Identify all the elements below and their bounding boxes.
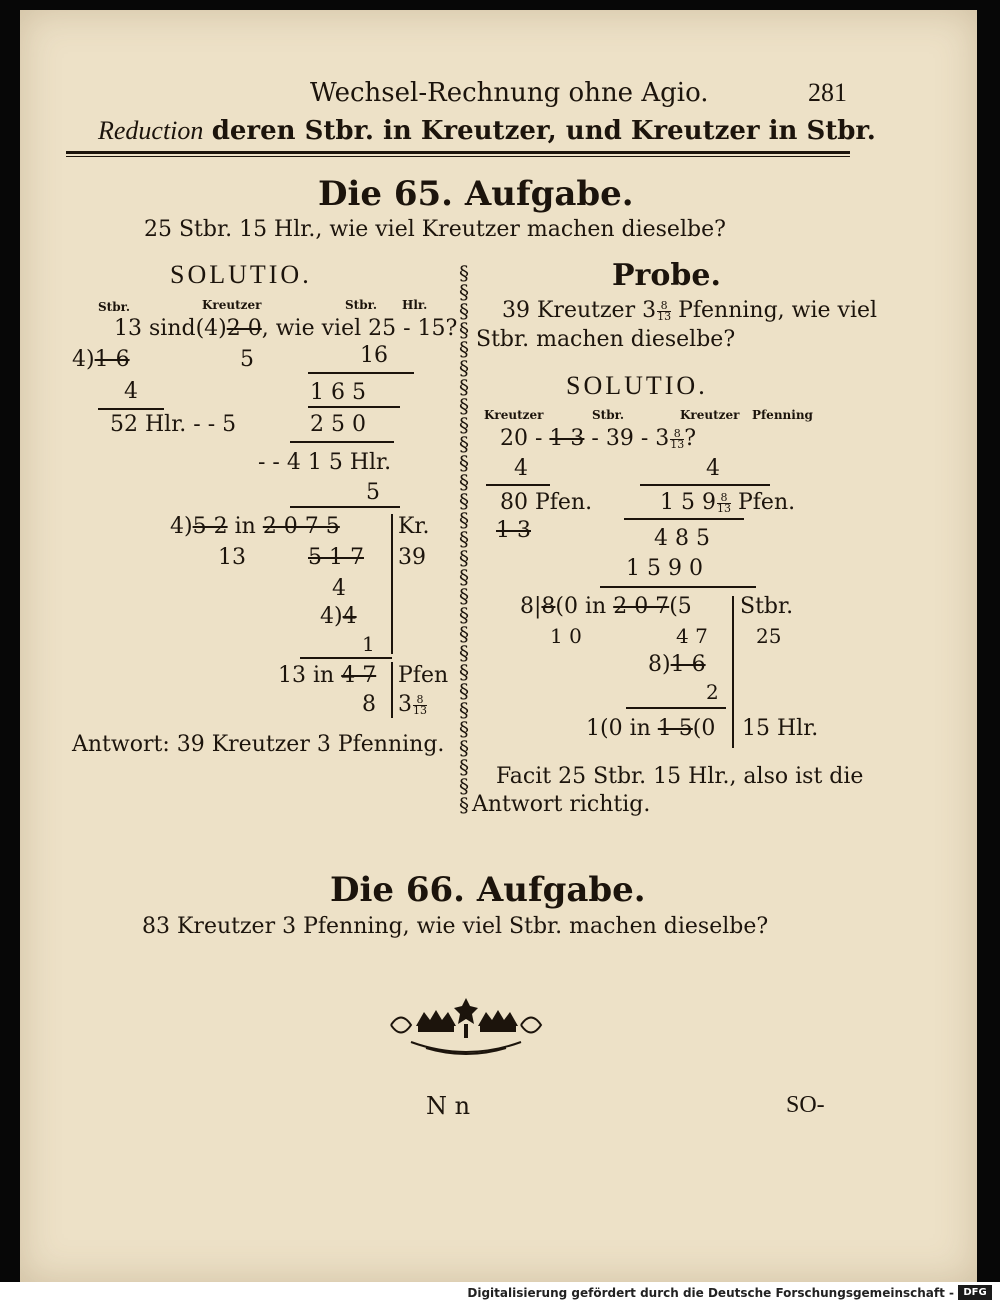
right-col-stbr: Stbr. bbox=[592, 408, 624, 422]
right-row-1-fraction bbox=[670, 426, 685, 451]
right-row-1-struck: 1 3 bbox=[549, 426, 585, 451]
left-col-kreutzer: Kreutzer bbox=[202, 298, 262, 312]
right-row-8c: 25 bbox=[756, 624, 782, 648]
left-row-10-div: 4) bbox=[320, 604, 343, 629]
right-row-3b bbox=[660, 490, 795, 515]
right-facit-line2: Antwort richtig. bbox=[472, 792, 651, 817]
left-row-10-struck: 4 bbox=[342, 604, 357, 629]
right-probe-heading: Probe. bbox=[612, 258, 721, 293]
book-page bbox=[20, 10, 977, 1282]
right-question-a: 39 Kreutzer 3 bbox=[502, 298, 657, 323]
left-row-1b: , wie viel 25 - 15? bbox=[261, 316, 458, 341]
problem-65-question: 25 Stbr. 15 Hlr., wie viel Kreutzer machen dieselbe? bbox=[144, 217, 726, 242]
left-row-7-struck2: 2 0 7 5 bbox=[262, 514, 340, 539]
right-row-7 bbox=[520, 594, 692, 619]
right-row-3-num: 8 bbox=[717, 493, 731, 504]
right-row-7-struck1: 8 bbox=[541, 594, 556, 619]
left-row-3b: 1 6 5 bbox=[310, 380, 366, 405]
left-row-7-in: in bbox=[234, 514, 256, 539]
left-row-13-num: 8 bbox=[413, 695, 427, 706]
left-row-13-int: 3 bbox=[398, 692, 412, 717]
right-row-3-den: 13 bbox=[716, 501, 731, 515]
right-vbar-1 bbox=[732, 596, 734, 748]
left-row-7c: Kr. bbox=[398, 514, 430, 539]
left-row-1 bbox=[114, 316, 457, 341]
subtitle-reduction: Reduction bbox=[98, 116, 204, 145]
left-row-8-struck: 5 1 7 bbox=[308, 545, 364, 570]
left-row-1a: 13 sind(4) bbox=[114, 316, 227, 341]
left-row-13-den: 13 bbox=[413, 703, 427, 717]
page-number: 281 bbox=[808, 78, 847, 107]
left-row-11: 1 bbox=[362, 632, 375, 656]
right-row-1a: 20 - bbox=[500, 426, 543, 451]
left-vbar-1 bbox=[391, 514, 393, 654]
right-row-11a: 1(0 in bbox=[586, 716, 651, 741]
right-question-b: Pfenning, wie viel bbox=[678, 298, 878, 323]
left-rule-4 bbox=[290, 441, 394, 443]
left-row-9: 4 bbox=[332, 576, 346, 601]
left-col-hlr: Hlr. bbox=[402, 298, 428, 312]
left-row-13a: 8 bbox=[362, 692, 376, 717]
right-row-3c: Pfen. bbox=[737, 490, 796, 515]
left-rule-3 bbox=[308, 406, 400, 408]
right-row-5: 4 8 5 bbox=[654, 526, 710, 551]
left-answer: Antwort: 39 Kreutzer 3 Pfenning. bbox=[72, 732, 445, 757]
header-rule bbox=[66, 151, 850, 154]
right-question-num: 8 bbox=[657, 301, 671, 312]
right-row-1c: ? bbox=[684, 426, 697, 451]
footer-text: Digitalisierung gefördert durch die Deutsche Forschungsgemeinschaft - bbox=[467, 1286, 954, 1300]
left-solutio-heading: SOLUTIO. bbox=[170, 260, 312, 289]
right-col-kreutzer2: Kreutzer bbox=[680, 408, 740, 422]
left-row-2a bbox=[72, 347, 130, 372]
right-row-9-struck: 1 6 bbox=[670, 652, 706, 677]
right-row-11 bbox=[586, 716, 715, 741]
left-rule-2 bbox=[98, 408, 164, 410]
left-row-8a: 13 bbox=[218, 545, 246, 570]
left-row-12b: Pfen bbox=[398, 663, 449, 688]
right-rule-1 bbox=[486, 484, 550, 486]
right-row-11b: (0 bbox=[692, 716, 716, 741]
right-row-8a: 1 0 bbox=[550, 624, 582, 648]
right-question-line1 bbox=[502, 298, 877, 323]
right-row-11c: 15 Hlr. bbox=[742, 716, 819, 741]
right-solutio-heading: SOLUTIO. bbox=[566, 371, 708, 400]
left-row-4a: 52 Hlr. - - 5 bbox=[110, 412, 237, 437]
catchword: SO- bbox=[786, 1092, 825, 1118]
right-row-7b: (0 in bbox=[555, 594, 607, 619]
right-row-11-struck: 1 5 bbox=[657, 716, 693, 741]
left-col-stbr2: Stbr. bbox=[345, 298, 377, 312]
left-row-10 bbox=[320, 604, 357, 629]
header-subtitle bbox=[98, 116, 876, 146]
right-row-4-struck: 1 3 bbox=[496, 518, 531, 543]
left-row-12-in: 13 in bbox=[278, 663, 335, 688]
left-row-12 bbox=[278, 663, 376, 688]
problem-66-question: 83 Kreutzer 3 Pfenning, wie viel Stbr. machen dieselbe? bbox=[142, 914, 769, 939]
left-row-2c: 16 bbox=[360, 343, 388, 368]
right-row-3-num-main: 1 5 9 bbox=[660, 490, 716, 515]
left-row-4b: 2 5 0 bbox=[310, 412, 366, 437]
header-rule-thin bbox=[66, 156, 850, 157]
right-row-7a: 8| bbox=[520, 594, 542, 619]
left-rule-6 bbox=[300, 657, 392, 659]
right-rule-3 bbox=[624, 518, 744, 520]
left-row-5: - - 4 1 5 Hlr. bbox=[258, 450, 392, 475]
left-row-13-fraction bbox=[413, 692, 427, 717]
right-facit-line1: Facit 25 Stbr. 15 Hlr., also ist die bbox=[496, 764, 864, 789]
left-row-2-div: 4) bbox=[72, 347, 95, 372]
right-col-pfenning: Pfenning bbox=[752, 408, 813, 422]
left-row-7 bbox=[170, 514, 340, 539]
right-row-9 bbox=[648, 652, 706, 677]
right-row-3-fraction bbox=[716, 490, 731, 515]
left-rule-1 bbox=[308, 372, 414, 374]
right-question-den: 13 bbox=[657, 309, 672, 323]
right-row-8b: 4 7 bbox=[676, 624, 708, 648]
right-row-9-div: 8) bbox=[648, 652, 671, 677]
left-vbar-2 bbox=[391, 662, 393, 718]
left-row-8b: 39 bbox=[398, 545, 426, 570]
digitization-footer bbox=[0, 1282, 1000, 1304]
right-row-1 bbox=[500, 426, 696, 451]
right-question-line2: Stbr. machen dieselbe? bbox=[476, 327, 736, 352]
right-row-1-den: 13 bbox=[670, 437, 685, 451]
right-row-1-num: 8 bbox=[670, 429, 684, 440]
right-row-6: 1 5 9 0 bbox=[626, 556, 703, 581]
left-row-3a: 4 bbox=[124, 379, 138, 404]
left-rule-5 bbox=[290, 506, 400, 508]
right-rule-2 bbox=[640, 484, 770, 486]
dfg-logo: DFG bbox=[958, 1285, 992, 1300]
left-row-13b bbox=[398, 692, 427, 717]
right-row-10: 2 bbox=[706, 680, 719, 704]
signature-mark: N n bbox=[426, 1092, 471, 1120]
subtitle-rest: deren Stbr. in Kreutzer, und Kreutzer in Stbr. bbox=[211, 116, 876, 146]
left-row-7-struck1: 5 2 bbox=[192, 514, 228, 539]
right-row-1b: - 39 - 3 bbox=[591, 426, 670, 451]
left-col-stbr: Stbr. bbox=[98, 300, 130, 314]
right-row-7-struck2: 2 0 7 bbox=[613, 594, 670, 619]
right-rule-4 bbox=[600, 586, 756, 588]
running-title: Wechsel-Rechnung ohne Agio. bbox=[310, 78, 709, 108]
left-row-7-div: 4) bbox=[170, 514, 193, 539]
right-row-7c: (5 bbox=[669, 594, 692, 619]
crown-ornament bbox=[386, 990, 546, 1060]
right-question-fraction bbox=[657, 298, 672, 323]
left-row-12-struck: 4 7 bbox=[341, 663, 377, 688]
left-row-6: 5 bbox=[366, 480, 380, 505]
problem-65-title: Die 65. Aufgabe. bbox=[318, 174, 634, 214]
right-col-kreutzer: Kreutzer bbox=[484, 408, 544, 422]
right-row-2a: 4 bbox=[514, 456, 528, 481]
right-row-7d: Stbr. bbox=[740, 594, 794, 619]
left-row-2-struck: 1 6 bbox=[94, 347, 130, 372]
problem-66-title: Die 66. Aufgabe. bbox=[330, 870, 646, 910]
left-row-1-struck: 2 0 bbox=[226, 316, 262, 341]
left-row-2b: 5 bbox=[240, 347, 254, 372]
right-rule-5 bbox=[626, 707, 726, 709]
right-row-2b: 4 bbox=[706, 456, 720, 481]
section-sign-divider: § § § § § § § § § § § § § § § § § § § § § § § § § § § § § bbox=[459, 264, 469, 814]
right-row-3a: 80 Pfen. bbox=[500, 490, 593, 515]
